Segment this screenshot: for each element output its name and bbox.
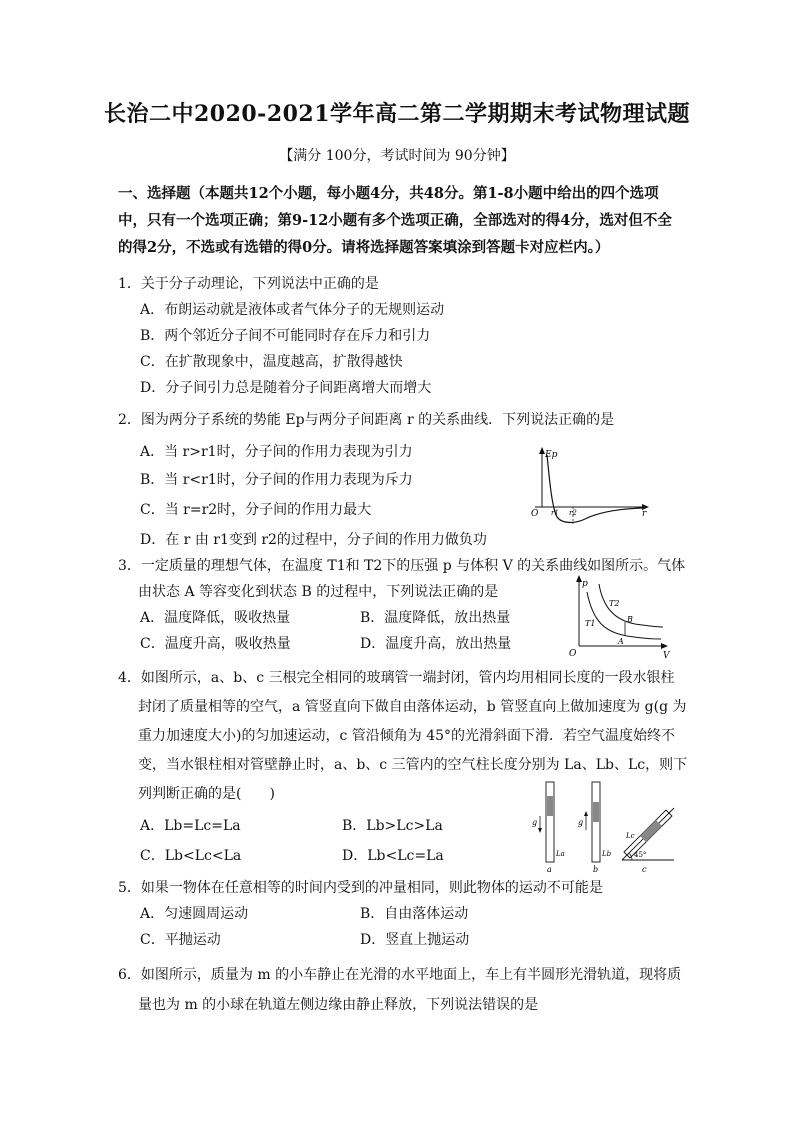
glass-tubes-figure	[528, 778, 676, 874]
pv-point-b: B	[627, 615, 633, 624]
question-3-option-b: B．温度降低，放出热量	[360, 610, 511, 626]
tube-a-g: g	[532, 818, 538, 827]
graph-ylabel: Ep	[545, 450, 558, 460]
question-2-stem: 2．图为两分子系统的势能 Ep与两分子间距离 r 的关系曲线．下列说法正确的是	[118, 412, 615, 428]
question-5-option-c: C．平抛运动	[140, 932, 221, 948]
question-4-line4: 变，当水银柱相对管壁静止时，a、b、c 三管内的空气柱长度分别为 La、Lb、Lc，则下	[138, 757, 688, 773]
tube-c-length: Lc	[626, 832, 635, 840]
tube-b-length: Lb	[602, 850, 612, 858]
question-5-stem: 5．如果一物体在任意相等的时间内受到的冲量相同，则此物体的运动不可能是	[118, 880, 603, 896]
question-4-line5: 列判断正确的是( )	[138, 786, 275, 802]
question-1-option-b: B．两个邻近分子间不可能同时存在斥力和引力	[140, 328, 431, 344]
question-2-option-b: B．当 r<r1时，分子间的作用力表现为斥力	[140, 472, 413, 488]
question-6-line1: 6．如图所示，质量为 m 的小车静止在光滑的水平地面上，车上有半圆形光滑轨道，现将质	[118, 967, 682, 983]
pv-graph	[565, 572, 675, 662]
question-4-line3: 重力加速度大小)的匀加速运动，c 管沿倾角为 45°的光滑斜面下滑．若空气温度始终不	[138, 728, 676, 744]
pv-point-a: A	[618, 637, 624, 646]
question-1-option-d: D．分子间引力总是随着分子间距离增大而增大	[140, 380, 432, 396]
question-5-option-d: D．竖直上抛运动	[360, 932, 470, 948]
question-6-line2: 量也为 m 的小球在轨道左侧边缘由静止释放，下列说法错误的是	[138, 997, 539, 1013]
tube-b-g: g	[578, 818, 584, 827]
question-4-line2: 封闭了质量相等的空气，a 管竖直向下做自由落体运动，b 管竖直向上做加速度为 g(g 为	[138, 699, 687, 715]
pv-xlabel: V	[663, 651, 670, 661]
question-3-option-a: A．温度降低，吸收热量	[140, 610, 291, 626]
potential-energy-graph	[525, 445, 655, 525]
question-4-option-d: D．Lb<Lc=La	[342, 848, 444, 864]
tube-c-label: c	[642, 865, 647, 874]
graph-xlabel: r	[642, 509, 647, 519]
question-3-option-c: C．温度升高，吸收热量	[140, 636, 291, 652]
question-3-stem-line1: 3．一定质量的理想气体，在温度 T1和 T2下的压强 p 与体积 V 的关系曲线如图所示。气体	[118, 558, 686, 574]
question-1-stem: 1．关于分子动理论，下列说法中正确的是	[118, 276, 379, 292]
tube-a-label: a	[547, 865, 552, 874]
graph-r1: r1	[551, 509, 559, 517]
question-4-option-c: C．Lb<Lc<La	[140, 848, 242, 864]
tube-b-label: b	[593, 865, 599, 874]
pv-t1: T1	[585, 619, 596, 628]
exam-info: 【满分 100分，考试时间为 90分钟】	[279, 148, 515, 164]
question-2-option-a: A．当 r>r1时，分子间的作用力表现为引力	[140, 444, 413, 460]
question-4-option-a: A．Lb=Lc=La	[140, 818, 241, 834]
question-1-option-a: A．布朗运动就是液体或者气体分子的无规则运动	[140, 302, 445, 318]
question-5-option-b: B．自由落体运动	[360, 906, 469, 922]
page-title: 长治二中2020-2021学年高二第二学期期末考试物理试题	[103, 101, 691, 127]
pv-ylabel: p	[582, 579, 588, 589]
question-3-option-d: D．温度升高，放出热量	[360, 636, 512, 652]
pv-t2: T2	[609, 599, 620, 608]
pv-origin: O	[569, 649, 577, 659]
question-2-option-d: D．在 r 由 r1变到 r2的过程中，分子间的作用力做负功	[140, 532, 487, 548]
question-3-stem-line2: 由状态 A 等容变化到状态 B 的过程中，下列说法正确的是	[138, 584, 499, 600]
graph-r2: r2	[569, 509, 577, 517]
question-1-option-c: C．在扩散现象中，温度越高，扩散得越快	[140, 354, 403, 370]
question-4-line1: 4．如图所示，a、b、c 三根完全相同的玻璃管一端封闭，管内均用相同长度的一段水银柱	[118, 670, 675, 686]
tube-a-length: La	[556, 850, 565, 858]
question-4-option-b: B．Lb>Lc>La	[342, 818, 443, 834]
question-2-option-c: C．当 r=r2时，分子间的作用力最大	[140, 502, 372, 518]
graph-origin: O	[531, 509, 539, 519]
section-heading: 一、选择题（本题共12个小题，每小题4分，共48分。第1-8小题中给出的四个选项中，只有一个选项正确；第9-12小题有多个选项正确，全部选对的得4分，选对但不全的得2分，不选或有选错的得0分。请将选择题答案填涂到答题卡对应栏内。）	[118, 185, 672, 256]
incline-angle: 45°	[634, 851, 647, 859]
question-5-option-a: A．匀速圆周运动	[140, 906, 249, 922]
